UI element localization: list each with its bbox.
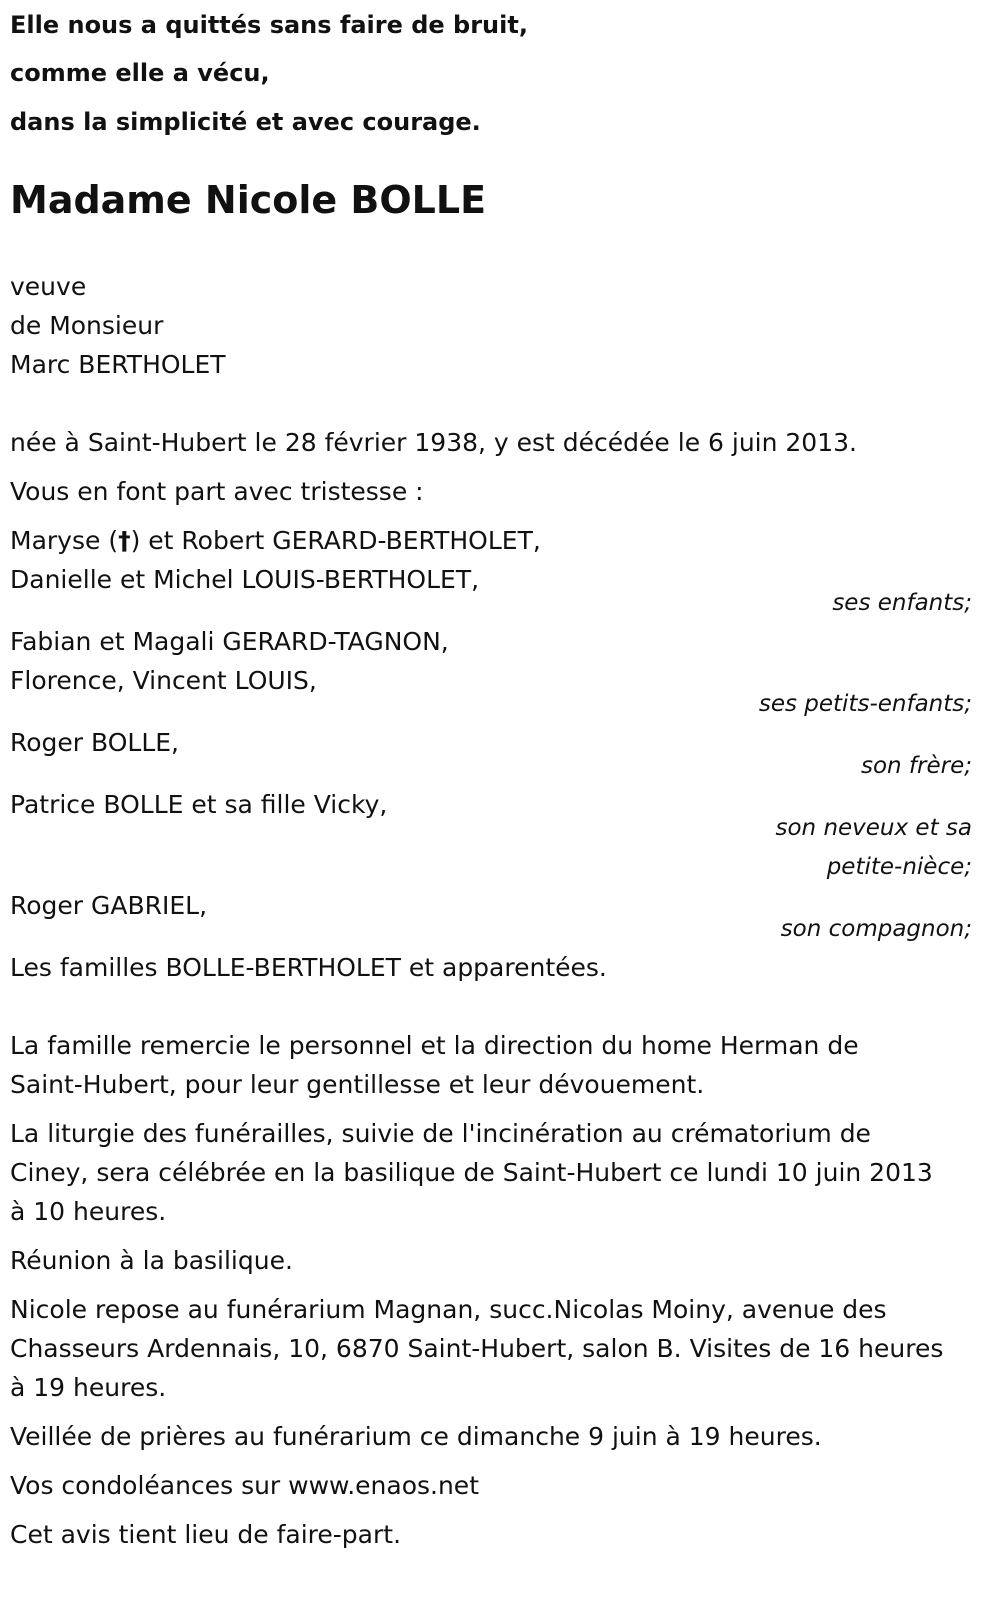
reunion-line: Réunion à la basilique. — [10, 1246, 293, 1275]
liturgy-line-1: La liturgie des funérailles, suivie de l'incinération au crématorium de — [10, 1119, 871, 1148]
epigraph-line-1: Elle nous a quittés sans faire de bruit, — [10, 11, 528, 39]
nephew-line: Patrice BOLLE et sa fille Vicky, — [10, 790, 388, 819]
liturgy-line-3: à 10 heures. — [10, 1197, 167, 1226]
widow-line-1: veuve — [10, 272, 87, 301]
repose-line-1: Nicole repose au funérarium Magnan, succ.Nicolas Moiny, avenue des — [10, 1295, 887, 1324]
relation-brother: son frère; — [860, 753, 972, 779]
condolences-line: Vos condoléances sur www.enaos.net — [10, 1471, 479, 1500]
epigraph-line-2: comme elle a vécu, — [10, 59, 270, 87]
children-line-1-post: ) et Robert GERARD-BERTHOLET, — [130, 526, 541, 555]
notice-line: Cet avis tient lieu de faire-part. — [10, 1520, 402, 1549]
children-line-1-pre: Maryse ( — [10, 526, 119, 555]
relation-children: ses enfants; — [832, 590, 972, 616]
families-line: Les familles BOLLE-BERTHOLET et apparentées. — [10, 953, 607, 982]
relation-companion: son compagnon; — [780, 916, 972, 942]
thanks-line-1: La famille remercie le personnel et la direction du home Herman de — [10, 1031, 859, 1060]
cross-icon: † — [118, 526, 131, 555]
liturgy-line-2: Ciney, sera célébrée en la basilique de Saint-Hubert ce lundi 10 juin 2013 — [10, 1158, 933, 1187]
thanks-line-2: Saint-Hubert, pour leur gentillesse et leur dévouement. — [10, 1070, 705, 1099]
widow-line-3: Marc BERTHOLET — [10, 350, 226, 379]
repose-line-2: Chasseurs Ardennais, 10, 6870 Saint-Hubert, salon B. Visites de 16 heures — [10, 1334, 944, 1363]
relation-nephew-line-1: son neveux et sa — [775, 815, 972, 841]
epigraph-line-3: dans la simplicité et avec courage. — [10, 108, 481, 136]
grandchildren-line-1: Fabian et Magali GERARD-TAGNON, — [10, 627, 449, 656]
deceased-name: Madame Nicole BOLLE — [10, 178, 487, 222]
birth-death-line: née à Saint-Hubert le 28 février 1938, y est décédée le 6 juin 2013. — [10, 428, 857, 457]
grandchildren-line-2: Florence, Vincent LOUIS, — [10, 666, 317, 695]
relation-nephew-line-2: petite-nièce; — [826, 854, 972, 880]
children-line-2: Danielle et Michel LOUIS-BERTHOLET, — [10, 565, 480, 594]
vigil-line: Veillée de prières au funérarium ce dimanche 9 juin à 19 heures. — [10, 1422, 822, 1451]
companion-line: Roger GABRIEL, — [10, 891, 208, 920]
repose-line-3: à 19 heures. — [10, 1373, 167, 1402]
children-line-1 — [10, 525, 541, 557]
widow-line-2: de Monsieur — [10, 311, 164, 340]
announce-line: Vous en font part avec tristesse : — [10, 477, 424, 506]
relation-grandchildren: ses petits-enfants; — [758, 691, 972, 717]
brother-line: Roger BOLLE, — [10, 728, 180, 757]
